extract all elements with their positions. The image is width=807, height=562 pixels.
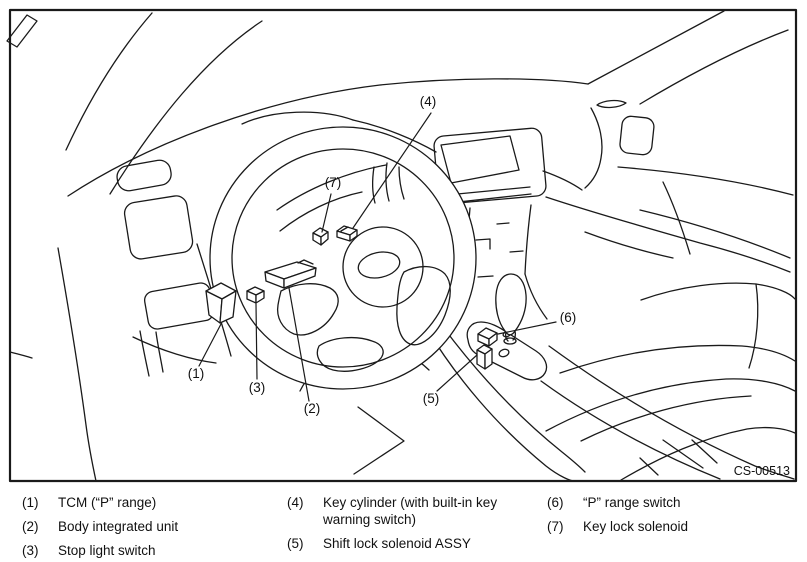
legend-item [22, 542, 277, 559]
callout-label-6: (6) [559, 310, 577, 325]
callout-label-5: (5) [422, 391, 440, 406]
legend-item-text: Key lock solenoid [583, 519, 689, 534]
wheel-hub [343, 227, 423, 307]
shift-lock-solenoid-box [477, 345, 492, 369]
legend-item-number: (3) [22, 543, 39, 558]
callout-label-1: (1) [187, 366, 205, 381]
legend-item [22, 494, 277, 511]
defroster-vent [597, 101, 626, 108]
legend [0, 488, 807, 562]
shift-knob [496, 274, 526, 335]
legend-item-number: (7) [547, 519, 564, 534]
legend-item [287, 535, 525, 552]
legend-item-text: “P” range switch [583, 495, 681, 510]
legend-item [287, 494, 525, 528]
figure-code: CS-00513 [733, 464, 790, 478]
callout-label-4: (4) [419, 94, 437, 109]
center-console [427, 274, 794, 481]
legend-item-text: TCM (“P” range) [58, 495, 157, 510]
legend-item [22, 518, 277, 535]
callout-label-3: (3) [248, 380, 266, 395]
wheel-rim-outer [210, 127, 476, 389]
steering-wheel [209, 127, 476, 389]
legend-item-number: (4) [287, 495, 304, 510]
driver-side-panel [123, 194, 194, 260]
legend-item-text: Shift lock solenoid ASSY [323, 536, 471, 551]
driver-lower-panel [143, 282, 215, 331]
legend-item-number: (1) [22, 495, 39, 510]
leader-1 [199, 324, 221, 366]
dashboard-right [543, 101, 793, 272]
legend-item [547, 494, 792, 511]
legend-column-3 [547, 494, 792, 542]
nav-display-screen [441, 136, 519, 183]
legend-item-number: (2) [22, 519, 39, 534]
legend-item-number: (5) [287, 536, 304, 551]
p-range-switch-box [478, 328, 497, 346]
legend-column-1 [22, 494, 277, 562]
legend-item [547, 518, 792, 535]
leader-5 [437, 355, 477, 391]
tcm-box [206, 283, 236, 323]
passenger-side-vent [619, 115, 655, 155]
legend-item-text: Key cylinder (with built-in key warning switch) [323, 495, 498, 527]
legend-item-text: Body integrated unit [58, 519, 179, 534]
driver-seat-edge [354, 407, 404, 474]
legend-column-2 [287, 494, 525, 559]
callout-label-7: (7) [324, 175, 342, 190]
callout-label-2: (2) [303, 401, 321, 416]
legend-item-number: (6) [547, 495, 564, 510]
legend-item-text: Stop light switch [58, 543, 156, 558]
